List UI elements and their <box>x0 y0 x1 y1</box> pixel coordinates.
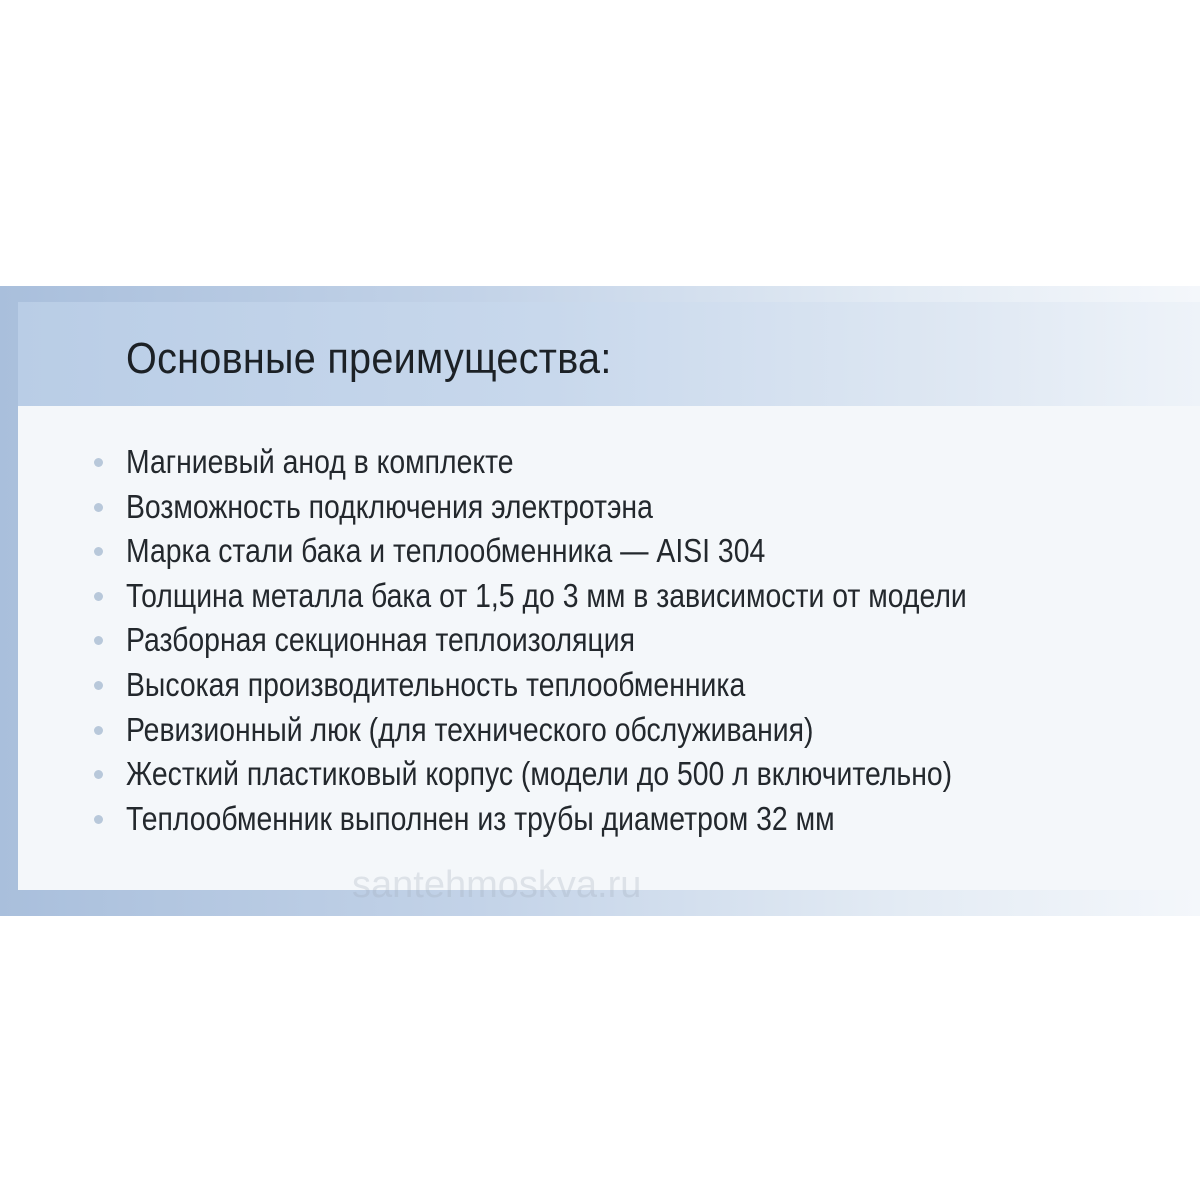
bullet-icon <box>94 681 103 690</box>
panel-title: Основные преимущества: <box>126 334 612 383</box>
bullet-icon <box>94 726 103 735</box>
panel-header <box>18 302 1200 406</box>
feature-item <box>18 708 1104 753</box>
bullet-icon <box>94 458 103 467</box>
feature-text: Жесткий пластиковый корпус (модели до 500 л включительно) <box>126 755 953 793</box>
feature-item <box>18 618 1104 663</box>
bullet-icon <box>94 592 103 601</box>
feature-item <box>18 485 1104 530</box>
bullet-icon <box>94 503 103 512</box>
advantages-panel <box>0 286 1200 916</box>
feature-text: Толщина металла бака от 1,5 до 3 мм в зависимости от модели <box>126 576 967 614</box>
bullet-icon <box>94 815 103 824</box>
feature-text: Ревизионный люк (для технического обслуживания) <box>126 710 814 748</box>
feature-text: Разборная секционная теплоизоляция <box>126 621 635 659</box>
features-list <box>18 440 1104 841</box>
feature-item <box>18 440 1104 485</box>
feature-text: Марка стали бака и теплообменника — AISI 304 <box>126 532 766 570</box>
feature-item <box>18 797 1104 842</box>
feature-text: Высокая производительность теплообменника <box>126 665 746 703</box>
feature-item <box>18 529 1104 574</box>
feature-text: Возможность подключения электротэна <box>126 487 653 525</box>
panel-content <box>18 406 1200 890</box>
feature-item <box>18 574 1104 619</box>
feature-item <box>18 752 1104 797</box>
feature-text: Теплообменник выполнен из трубы диаметром 32 мм <box>126 799 835 837</box>
feature-text: Магниевый анод в комплекте <box>126 443 514 480</box>
bullet-icon <box>94 770 103 779</box>
bullet-icon <box>94 636 103 645</box>
feature-item <box>18 663 1104 708</box>
watermark-text: santehmoskva.ru <box>352 864 642 906</box>
bullet-icon <box>94 547 103 556</box>
